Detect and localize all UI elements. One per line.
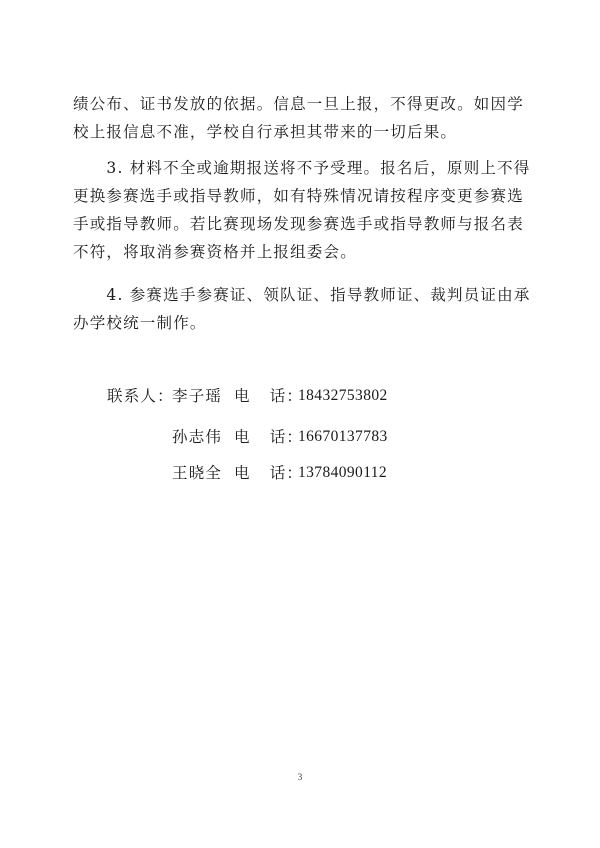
phone-label-part: 话： (269, 428, 304, 446)
contact-name: 王晓全 (172, 464, 223, 482)
text-line: 3. 材料不全或逾期报送将不予受理。报名后，原则上不得 (73, 159, 531, 177)
phone-label-part: 电 (234, 428, 251, 446)
text-line: 校上报信息不准，学校自行承担其带来的一切后果。 (73, 123, 458, 141)
phone-label-part: 话： (269, 387, 304, 405)
phone-label-part: 电 (234, 464, 251, 482)
text-line: 办学校统一制作。 (73, 314, 207, 332)
page-number: 3 (297, 772, 303, 782)
text-line: 4. 参赛选手参赛证、领队证、指导教师证、裁判员证由承 (73, 286, 531, 304)
contact-phone: 16670137783 (298, 428, 388, 445)
paragraph-item-4 (73, 281, 531, 337)
phone-label-part: 电 (234, 387, 251, 405)
phone-label-part: 话： (269, 464, 304, 482)
paragraph-info-reporting (73, 90, 528, 146)
contact-phone: 18432753802 (298, 387, 388, 404)
text-line: 手或指导教师。若比赛现场发现参赛选手或指导教师与报名表 (73, 215, 524, 233)
phone-label (234, 382, 303, 410)
text-line: 不符，将取消参赛资格并上报组委会。 (73, 243, 357, 261)
contact-prefix-label: 联系人： (107, 387, 174, 405)
text-line: 更换参赛选手或指导教师，如有特殊情况请按程序变更参赛选 (73, 187, 524, 205)
phone-label (234, 423, 303, 451)
phone-label (234, 459, 303, 487)
contact-name: 李子瑶 (172, 387, 223, 405)
contact-phone: 13784090112 (298, 464, 388, 481)
text-line: 绩公布、证书发放的依据。信息一旦上报，不得更改。如因学 (73, 95, 524, 113)
contact-name: 孙志伟 (172, 428, 223, 446)
paragraph-item-3 (73, 154, 531, 266)
